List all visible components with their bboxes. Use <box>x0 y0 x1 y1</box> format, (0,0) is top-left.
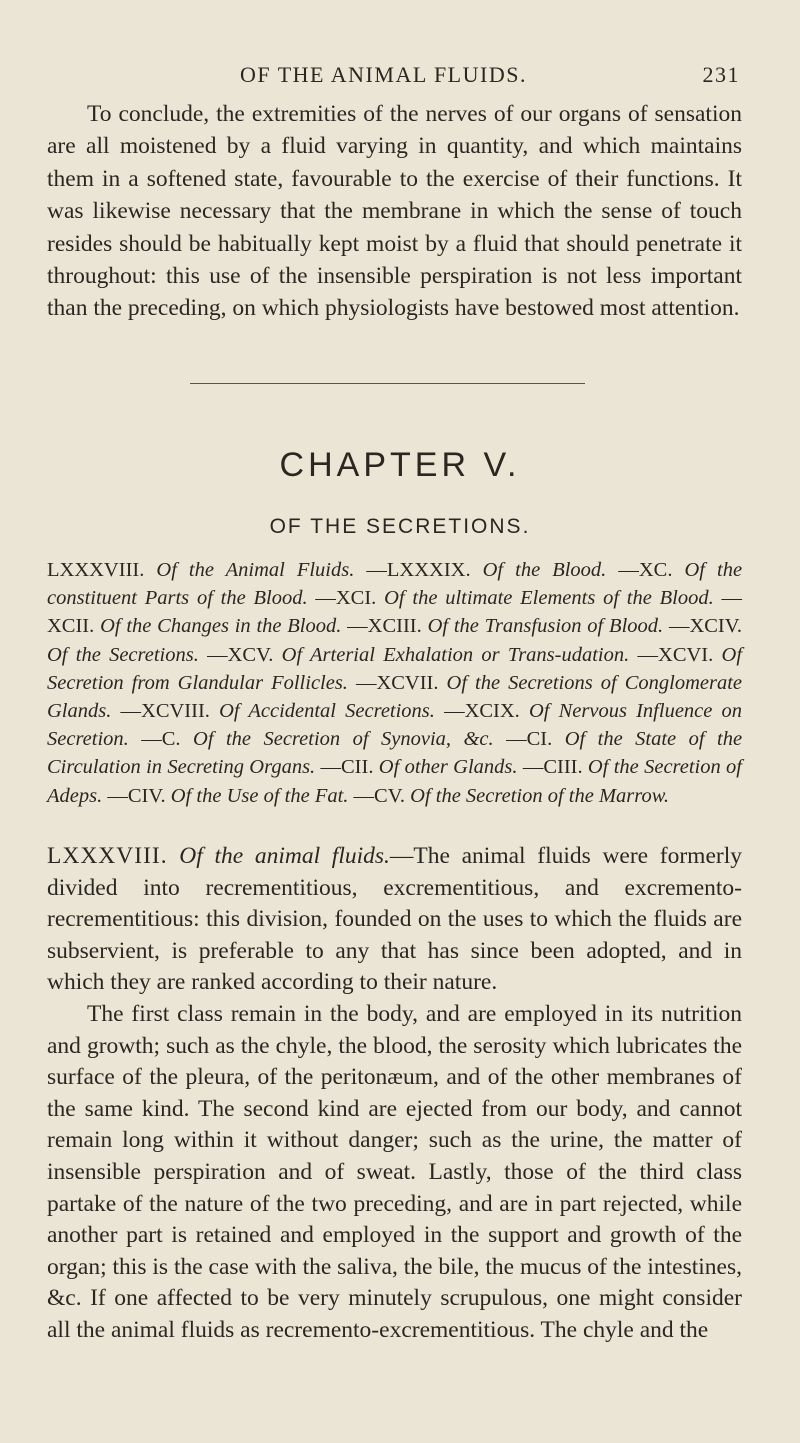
contents-item-number: —CI. <box>506 728 553 751</box>
contents-item-number: —XCV. <box>207 643 274 666</box>
contents-item-number: —CIII. <box>522 756 583 779</box>
section-text: —The animal fluids were formerly divided into recrementitious, excrementitious, and excremento-recrementitious: this division, founded on the uses to which the fluids are subservient, is preferable to any that has since been adopted, and in which they are ranked according to their nature. <box>47 843 742 996</box>
contents-item-title: Of Secretion from Glandular Follicles. <box>47 643 743 694</box>
contents-item-number: —XCI. <box>315 587 377 610</box>
contents-item-title: Of the Secretion of the Marrow. <box>410 784 670 807</box>
contents-item <box>347 615 663 637</box>
contents-item <box>354 785 669 807</box>
contents-item-title: Of the Use of the Fat. <box>170 784 349 807</box>
contents-item <box>207 644 629 666</box>
contents-item-title: Of the Secretions of Conglomerate Glands. <box>47 671 742 723</box>
page-number: 231 <box>702 62 740 87</box>
contents-item <box>315 587 713 609</box>
intro-paragraph-text: To conclude, the extremities of the nerves of our organs of sensation are all moistened by a fluid varying in quantity, and which maintains them in a softened state, favourable to the exercise of their functions. It was likewise necessary that the membrane in which the sense of touch resides should be habitually kept moist by a fluid that should penetrate it throughout: this use of the insensible perspiration is not less important than the preceding, on which physiologists have bestowed most attention. <box>47 101 742 322</box>
contents-item <box>366 559 606 581</box>
chapter-contents <box>47 556 742 810</box>
chapter-heading: CHAPTER V. <box>279 446 521 484</box>
contents-item-title: Of the Transfusion of Blood. <box>427 615 664 638</box>
contents-item-title: Of other Glands. <box>378 756 518 779</box>
contents-item-number: —XCII. <box>47 587 743 638</box>
contents-item <box>321 756 518 778</box>
contents-item-number: —LXXXIX. <box>366 559 471 581</box>
contents-item-title: Of the Secretion of Synovia, &c. <box>193 728 494 751</box>
section-divider <box>190 383 585 384</box>
section-paragraph <box>47 841 742 1347</box>
section-number: LXXXVIII. <box>47 843 168 869</box>
contents-item-number: —CIV. <box>107 784 166 807</box>
contents-item-title: Of the constituent Parts of the Blood. <box>47 559 743 610</box>
contents-item-number: —C. <box>141 728 181 751</box>
contents-item-title: Of Accidental Secretions. <box>219 700 435 723</box>
contents-item-number: —XCIV. <box>668 615 743 638</box>
contents-item-title: Of the ultimate Elements of the Blood. <box>384 587 714 610</box>
contents-item-number: —XCVIII. <box>120 700 210 723</box>
contents-item-number: —CII. <box>320 756 374 779</box>
contents-item-title: Of the Animal Fluids. <box>156 559 355 581</box>
contents-item-title: Of the Secretions. <box>47 643 199 666</box>
running-title: OF THE ANIMAL FLUIDS. <box>240 62 527 87</box>
section-text-continued: The first class remain in the body, and are employed in its nutrition and growth; such as the chyle, the blood, the serosity which lubricates the surface of the pleura, of the peritonæum, and of the other membranes of the same kind. The second kind are ejected from our body, and cannot remain long within it without danger; such as the urine, the matter of insensible perspiration and of sweat. Lastly, those of the third class partake of the nature of the two preceding, and are in part rejected, while another part is retained and employed in the support and growth of the organ; this is the case with the saliva, the bile, the mucus of the intestines, &c. If one affected to be very minutely scrupulous, one might consider all the animal fluids as recremento-excrementitious. The chyle and the <box>47 1000 742 1343</box>
contents-item-title: Of the Secretion of Adeps. <box>47 756 743 807</box>
contents-item-number: LXXXVIII. <box>47 559 145 581</box>
contents-item <box>47 559 354 581</box>
section-title: Of the animal fluids. <box>179 843 390 869</box>
contents-item-title: Of the Changes in the Blood. <box>100 615 342 638</box>
contents-item-number: —XCVI. <box>637 643 714 666</box>
contents-item-title: Of the State of the Circulation in Secreting Organs. <box>47 728 743 779</box>
contents-item-number: —XC. <box>618 559 673 581</box>
contents-item <box>121 700 435 722</box>
contents-item-title: Of Arterial Exhalation or Trans-udation. <box>281 643 630 666</box>
contents-item-title: Of the Blood. <box>482 559 607 581</box>
contents-item <box>107 785 348 807</box>
contents-item-title: Of Nervous Influence on Secretion. <box>47 700 743 751</box>
chapter-subtitle: OF THE SECRETIONS. <box>269 515 531 538</box>
intro-paragraph <box>47 98 742 325</box>
contents-item-number: —XCIII. <box>347 615 422 638</box>
contents-item-number: —XCIX. <box>444 700 520 723</box>
contents-item-number: —XCVII. <box>355 671 439 694</box>
contents-item <box>141 728 493 750</box>
contents-item-number: —CV. <box>353 784 406 807</box>
